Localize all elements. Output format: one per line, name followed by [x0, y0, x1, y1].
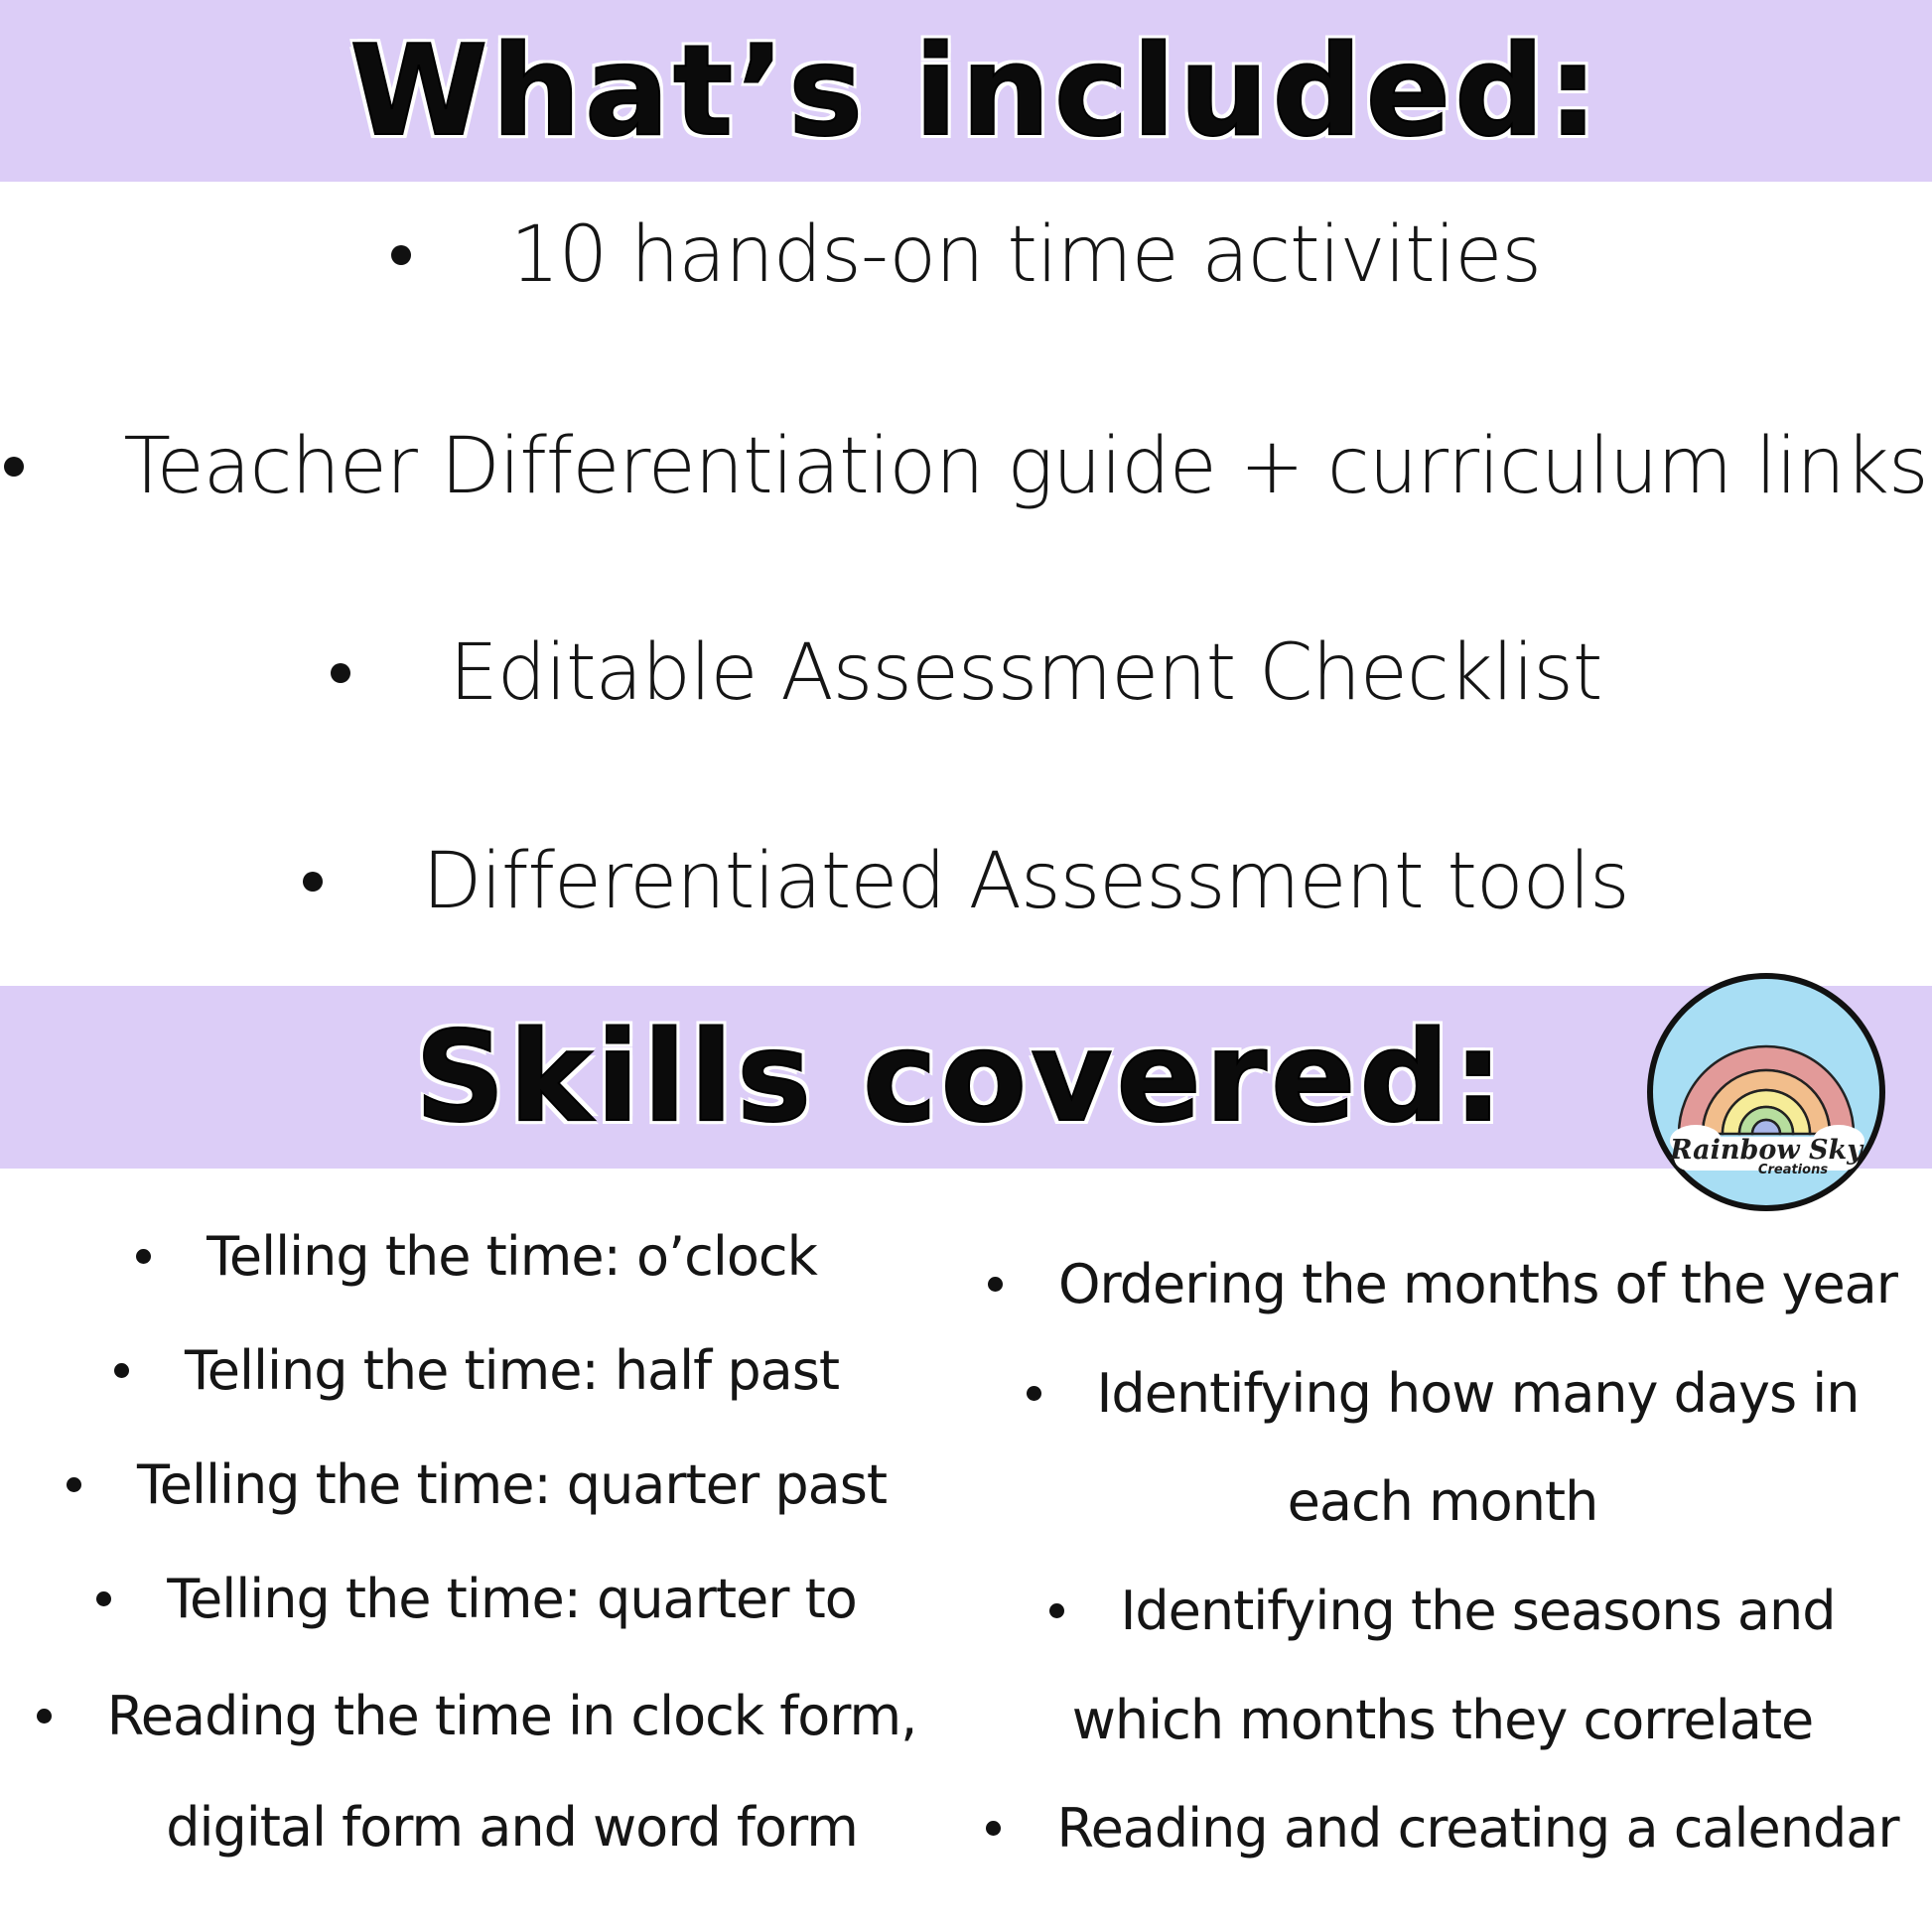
logo-sub-text: Creations — [1757, 1163, 1829, 1177]
skill-item-continued — [953, 1461, 1932, 1541]
included-item — [0, 417, 1932, 516]
included-item-text: 10 hands-on time activities — [509, 210, 1542, 300]
header-band-included — [0, 0, 1932, 182]
skill-item — [0, 1445, 953, 1524]
heading-skills-covered: Skills covered: — [415, 1004, 1507, 1150]
skill-text: Reading the time in clock form, — [106, 1684, 917, 1747]
bullet-icon — [303, 872, 323, 892]
bullet-icon — [37, 1709, 52, 1724]
bullet-icon — [136, 1249, 151, 1264]
skill-text: Telling the time: half past — [184, 1338, 840, 1402]
included-item-text: Teacher Differentiation guide + curriculum links — [123, 422, 1928, 511]
bullet-icon — [331, 663, 350, 683]
header-band-skills — [0, 986, 1932, 1169]
included-item — [0, 206, 1932, 305]
skill-item — [953, 1244, 1932, 1323]
included-item — [0, 623, 1932, 723]
skill-text: Telling the time: o’clock — [207, 1224, 817, 1288]
included-item-text: Editable Assessment Checklist — [449, 628, 1602, 718]
skill-item — [0, 1559, 953, 1638]
skill-text: Identifying the seasons and — [1120, 1579, 1836, 1642]
heading-whats-included: What’s included: — [349, 17, 1602, 164]
skill-text: each month — [1287, 1469, 1598, 1533]
skill-item — [0, 1330, 953, 1410]
skill-item — [953, 1353, 1932, 1433]
bullet-icon — [391, 245, 411, 265]
bullet-icon — [4, 457, 24, 477]
skill-text: Telling the time: quarter to — [167, 1567, 857, 1630]
bullet-icon — [988, 1277, 1003, 1292]
skill-text: Ordering the months of the year — [1058, 1252, 1897, 1315]
bullet-icon — [1027, 1386, 1041, 1401]
skill-item — [0, 1216, 953, 1296]
skill-text: digital form and word form — [166, 1795, 858, 1859]
rainbow-sky-logo — [1644, 970, 1888, 1214]
skill-item — [0, 1676, 953, 1755]
skill-item — [953, 1571, 1932, 1650]
skill-text: Reading and creating a calendar — [1056, 1796, 1899, 1860]
included-item-text: Differentiated Assessment tools — [422, 837, 1629, 926]
skill-item-continued — [0, 1787, 953, 1866]
logo-brand-text: Rainbow Sky — [1670, 1135, 1863, 1166]
bullet-icon — [114, 1363, 129, 1378]
skill-text: Identifying how many days in — [1096, 1361, 1860, 1425]
skill-item-continued — [953, 1680, 1932, 1759]
included-item — [0, 832, 1932, 931]
bullet-icon — [986, 1821, 1001, 1836]
bullet-icon — [1049, 1603, 1064, 1618]
skill-text: which months they correlate — [1071, 1688, 1814, 1751]
skill-text: Telling the time: quarter past — [136, 1452, 888, 1516]
skill-item — [953, 1788, 1932, 1867]
bullet-icon — [96, 1591, 111, 1606]
bullet-icon — [67, 1477, 81, 1492]
